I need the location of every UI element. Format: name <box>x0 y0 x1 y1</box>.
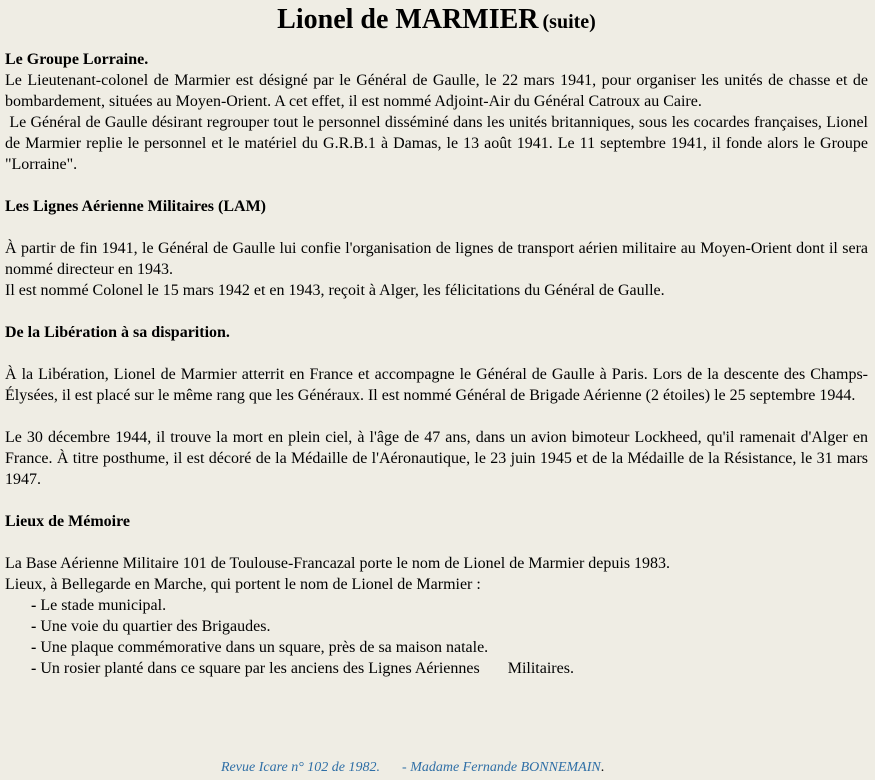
document-page <box>5 0 872 679</box>
paragraph-lorraine-2: Le Général de Gaulle désirant regrouper tout le personnel disséminé dans les unités britanniques, sous les cocardes françaises, Lionel de Marmier replie le personnel et le matériel du G.R.B.1 à Damas, le 13 août 1941. Le 11 septembre 1941, il fonde alors le Groupe "Lorraine". <box>5 114 872 173</box>
source-author: - Madame Fernande BONNEMAIN <box>402 760 601 775</box>
list-item: - Le stade municipal. <box>31 597 167 614</box>
paragraph-liberation-2: Le 30 décembre 1944, il trouve la mort en plein ciel, à l'âge de 47 ans, dans un avion bimoteur Lockheed, qu'il ramenait d'Alger en France. À titre posthume, il est décoré de la Médaille de l'Aéronautique, le 23 juin 1945 et de la Médaille de la Résistance, le 31 mars 1947. <box>5 429 868 488</box>
paragraph-memoire-1: La Base Aérienne Militaire 101 de Toulouse-Francazal porte le nom de Lionel de Marmier depuis 1983. <box>5 555 671 572</box>
paragraph-liberation-1: À la Libération, Lionel de Marmier atterrit en France et accompagne le Général de Gaulle à Paris. Lors de la descente des Champs-Élysées, il est placé sur le même rang que les Généraux. Il est nommé Général de Brigade Aérienne (2 étoiles) le 25 septembre 1944. <box>5 366 868 404</box>
memoire-list <box>5 595 868 679</box>
source-end: . <box>600 760 605 775</box>
page-title-main: Lionel de MARMIER <box>277 4 539 35</box>
list-item: - Une plaque commémorative dans un square, près de sa maison natale. <box>31 639 489 656</box>
heading-lam: Les Lignes Aérienne Militaires (LAM) <box>5 198 266 215</box>
heading-lieux-de-memoire: Lieux de Mémoire <box>5 513 131 530</box>
source-citation <box>221 757 604 778</box>
heading-liberation: De la Libération à sa disparition. <box>5 324 230 341</box>
paragraph-memoire-2: Lieux, à Bellegarde en Marche, qui portent le nom de Lionel de Marmier : <box>5 576 481 593</box>
paragraph-lorraine-1: Le Lieutenant-colonel de Marmier est désigné par le Général de Gaulle, le 22 mars 1941, pour organiser les unités de chasse et de bombardement, situées au Moyen-Orient. A cet effet, il est nommé Adjoint-Air du Général Catroux au Caire. <box>5 72 868 110</box>
page-title-suffix: (suite) <box>542 11 596 33</box>
heading-groupe-lorraine: Le Groupe Lorraine. <box>5 51 149 68</box>
paragraph-lam-2: Il est nommé Colonel le 15 mars 1942 et en 1943, reçoit à Alger, les félicitations du Général de Gaulle. <box>5 282 665 299</box>
page-title <box>5 3 868 37</box>
list-item: - Une voie du quartier des Brigaudes. <box>31 618 271 635</box>
source-reference: Revue Icare n° 102 de 1982. <box>221 760 381 775</box>
list-item: - Un rosier planté dans ce square par les anciens des Lignes Aériennes Militaires. <box>31 660 574 677</box>
paragraph-lam-1: À partir de fin 1941, le Général de Gaulle lui confie l'organisation de lignes de transport aérien militaire au Moyen-Orient dont il sera nommé directeur en 1943. <box>5 240 868 278</box>
